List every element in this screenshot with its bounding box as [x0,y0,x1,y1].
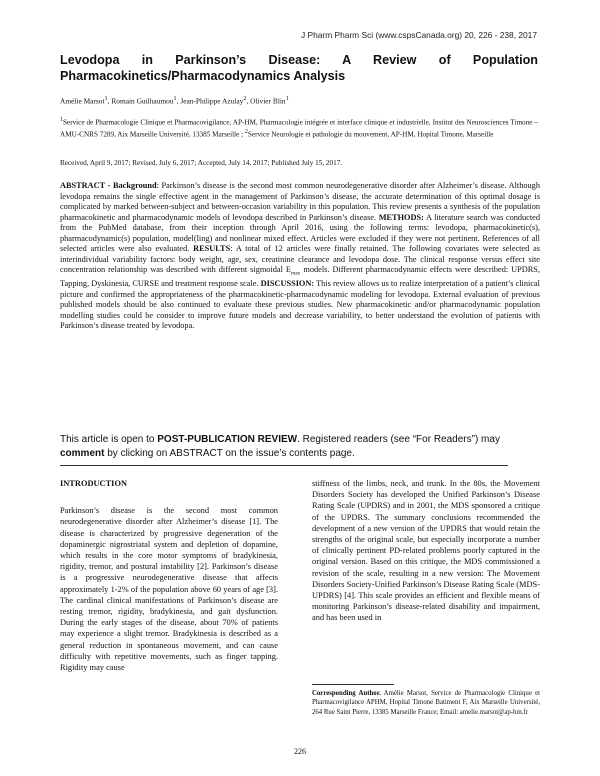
abstract-results-b: models. Different pharmacodynamic effects were described: UPDRS, Tapping, Dyskinesia, CURSE and treatment response scale. [60,265,540,289]
notice-bold-comment: comment [60,447,105,459]
notice-bold-review: POST-PUBLICATION REVIEW [157,434,298,445]
page-number: 226 [294,747,306,756]
discussion-label: DISCUSSION: [260,279,315,289]
author-4: Olivier Blin [250,96,286,106]
affiliations [60,115,538,140]
corresponding-label: Corresponding Author. [312,690,381,697]
affil-2-sup: 2 [244,129,248,136]
affiliation-2: Service Neurologie et pathologie du mouvement, AP-HM, Hopital Timone, Marseille [247,130,494,139]
author-4-sup: 1 [285,96,289,102]
methods-label: METHODS: [378,212,424,222]
corresponding-author [312,689,540,717]
author-2: Romain Guilhaumou [111,96,174,106]
notice-divider [60,465,508,466]
publication-dates: Received, April 9, 2017; Revised, July 6, 2017; Accepted, July 14, 2017; Published July 15, 2017. [60,159,343,167]
abstract-background: : Parkinson’s disease is the second most common neurodegenerative disorder after Alzheimer’s disease. Although levodopa remains the single effective agent in the management of Parkinson’s disease, the accurate determination of this optimal dosage is complicated by marked between-subject and between-occasion variability in this population. This review presents a synthesis of the population pharmacokinetic and pharmacodynamic models of levodopa described in Parkinson’s disease. [60,181,540,222]
author-3: Jean-Philippe Azulay [180,96,244,106]
introduction-paragraph-right: stiffness of the limbs, neck, and trunk. In the 80s, the Movement Disorders Society has developed the Unified Parkinson’s Disease Rating Scale (UPDRS) and in 2001, the MDS sponsored a critique of the UPDRS. The summary conclusions recommended the development of a new version of the UPDRS that would retain the strengths of the original scale, but especially incorporate a number of clinically pertinent PD-related problems poorly captured in the original version. Based on this critique, the MDS commissioned a revision of the scale, resulting in a new version: The Movement Disorders Society-Unified Parkinson’s Disease Rating Scale (MDS-UPDRS) [4]. This scale provides an efficient and flexible means of monitoring Parkinson’s disease-related disability and impairment, and has been used in [312,479,540,623]
affil-1-sup: 1 [60,117,63,123]
author-list: Amélie Marsot$^1$, Romain Guilhaumou$^1$, Jean-Philippe Azulay$^2$, Olivier Blin$^1$ [60,96,289,106]
results-label: RESULTS [193,244,231,253]
article-title [60,52,538,84]
affiliation-1: Service de Pharmacologie Clinique et Pharmacovigilance, AP-HM, Pharmacologie intégrée et interface clinique et industrielle, Institut des Neurosciences Timone – AMU-CNRS 7289, Aix Marseille Université, 13385 Marseille ; [60,118,538,139]
right-column [312,478,540,624]
notice-text-1: This article is open to [60,434,158,445]
footnote-divider [312,684,394,685]
author-1: Amélie Marsot [60,96,105,106]
left-column [60,478,278,673]
notice-text-3: by clicking on ABSTRACT on the issue’s contents page. [104,447,355,459]
corresponding-text: Amélie Marsot, Service de Pharmacologie Clinique et Pharmacovigilance APHM, Hopital Timone Batiment F, Aix Marseille Université, 264 Rue Saint Pierre, 13385 Marseille France; Email: amelie.marsot@ap-hm.fr [312,690,540,716]
abstract-methods: A literature search was conducted from the PubMed database, from their inception through April 2016, using the following terms: levodopa, pharmacokinetic(s), pharmacodynamic(s) population, model(ling) and nonlinear mixed effect. Articles were excluded if they were not pertinent. References of all selected articles were also evaluated. [60,212,541,253]
emax-subscript: max [290,270,301,277]
post-publication-notice [60,433,540,460]
notice-text-2: . Registered readers (see “For Readers”) may [297,434,500,445]
abstract-label: ABSTRACT - Background [60,181,157,190]
abstract-discussion: This review allows us to realize interpretation of a patient’s clinical picture and confirmed the appropriateness of the pharmacokinetic-pharmacodynamic modeling for levodopa. External evaluation of previous published models should be also continued to evaluate these previous studies. New pharmacokinetic and/or pharmacodynamic population modelling studies could be consider to improve future models and decrease variability, to better understand the evolution of patients with Parkinson’s disease treated by levodopa. [60,279,540,331]
author-2-sup: 1 [173,96,177,102]
title-line-1: Levodopa in Parkinson’s Disease: A Review of Population [60,53,538,67]
introduction-paragraph-left: Parkinson’s disease is the second most common neurodegenerative disorder after Alzheimer’s disease [1]. The disease is characterized by progressive degeneration of the dopaminergic nigrostriatal system and depletion of dopamine, which results in the core motor symptoms of bradykinesia, rigidity, tremor, and postural instability [2]. Parkinson’s disease is a progressive neurodegenerative disease that affects approximately 1-2% of the population above 60 years of age [3]. The cardinal clinical manifestations of Parkinson’s disease are resting tremor, rigidity, bradykinesia, and gait dysfunction. During the early stages of the disease, about 70% of patients may experience a slight tremor. Bradykinesia is described as a general reduction in spontaneous movement, and can cause difficulty with repetitive movements, such as finger tapping. Rigidity may cause [60,506,278,673]
abstract-results-a: : A total of 12 articles were finally retained. The following covariates were selected as interindividual variability factors: body weight, age, sex, creatinine clearance and levodopa dose. The clinical response versus effect site concentration relationship was described with different sigmoidal E [60,244,540,274]
author-3-sup: 2 [243,96,247,102]
introduction-heading: INTRODUCTION [60,479,128,488]
title-line-2: Pharmacokinetics/Pharmacodynamics Analysis [60,69,346,83]
author-1-sup: 1 [104,96,108,102]
journal-header: J Pharm Pharm Sci (www.cspsCanada.org) 20, 226 - 238, 2017 [300,30,537,40]
abstract [60,181,540,332]
